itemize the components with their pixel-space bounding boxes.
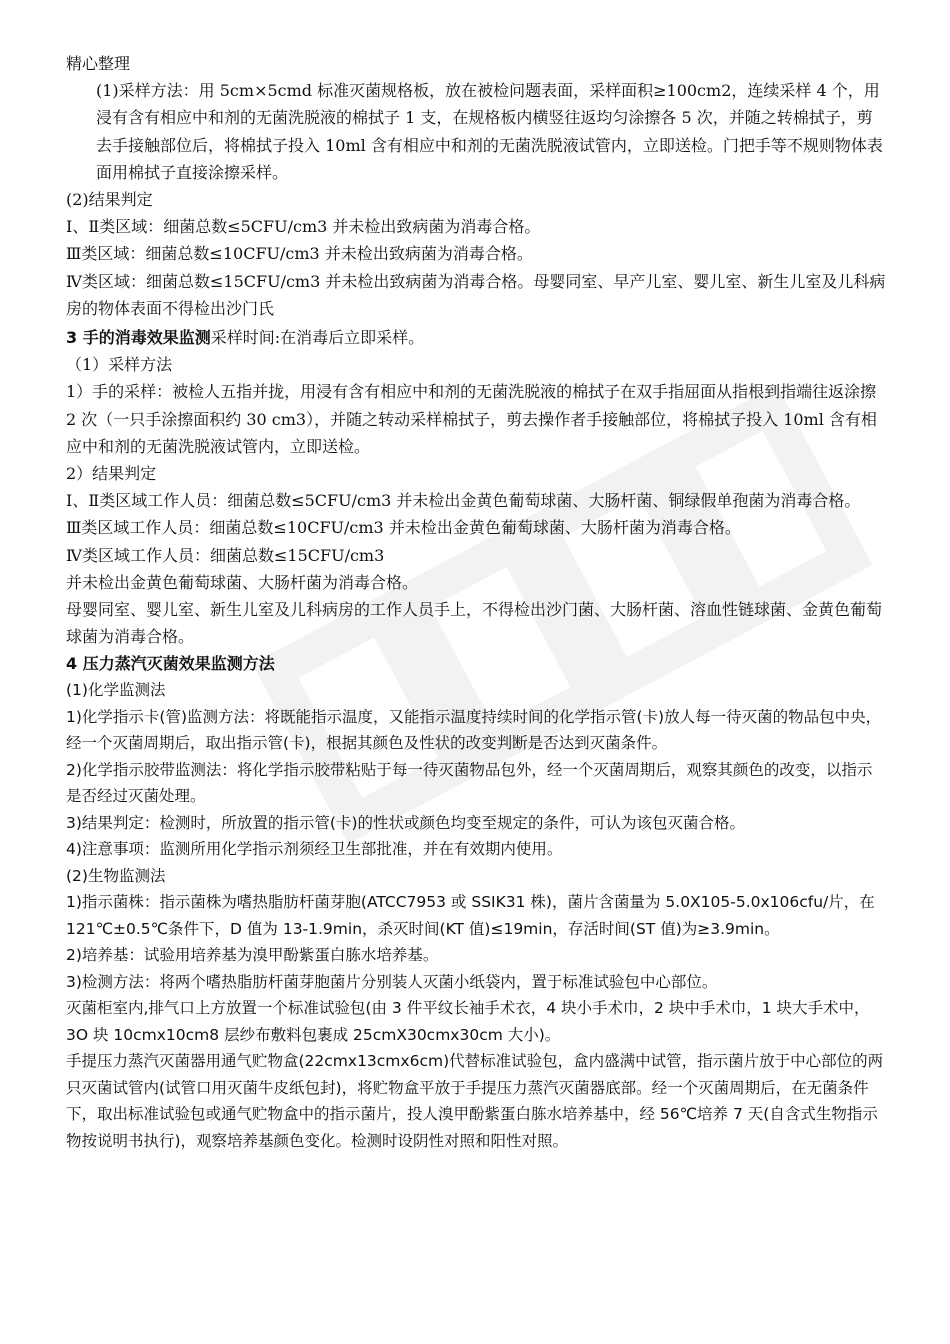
result-zone-3: Ⅲ类区域：细菌总数≤10CFU/cm3 并未检出致病菌为消毒合格。 (66, 244, 533, 264)
hand-section-line (66, 324, 886, 351)
chemical-monitoring-title: (1)化学监测法 (66, 681, 166, 700)
chemical-tape-method: 2)化学指示胶带监测法：将化学指示胶带粘贴于每一待灭菌物品包外，经一个灭菌周期后，观察其颜色的改变，以指示是否经过灭菌处理。 (66, 760, 873, 806)
page-header: 精心整理 (66, 54, 131, 73)
hand-method-title: （1）采样方法 (66, 355, 173, 375)
culture-medium: 2)培养基：试验用培养基为溴甲酚紫蛋白胨水培养基。 (66, 946, 439, 965)
result-title: (2)结果判定 (66, 190, 153, 210)
hand-result-zone-3: Ⅲ类区域工作人员：细菌总数≤10CFU/cm3 并未检出金黄色葡萄球菌、大肠杆菌为消毒合格。 (66, 518, 741, 538)
chemical-card-method: 1)化学指示卡(管)监测方法：将既能指示温度，又能指示温度持续时间的化学指示管(卡)放人每一待灭菌的物品包中央，经一个灭菌周期后，取出指示管(卡)，根据其颜色及性状的改变判断是否达到灭菌条件。 (66, 707, 882, 753)
hand-result-title: 2）结果判定 (66, 464, 157, 484)
document-page (66, 50, 886, 1154)
result-zone-1-2: Ⅰ、Ⅱ类区域：细菌总数≤5CFU/cm3 并未检出致病菌为消毒合格。 (66, 217, 541, 237)
test-method: 3)检测方法：将两个嗜热脂肪杆菌芽胞菌片分别装人灭菌小纸袋内，置于标准试验包中心部位。 (66, 972, 718, 991)
indicator-strain: 1)指示菌株：指示菌株为嗜热脂肪杆菌芽胞(ATCC7953 或 SSIK31 株)，菌片含菌量为 5.0X105-5.0x106cfu/片，在 121℃±0.5℃条件下，D 值为 13-1.9min，杀灭时间(KT 值)≤19min，存活时间(ST 值)为≥3.9min。 (66, 893, 875, 938)
biological-monitoring-title: (2)生物监测法 (66, 866, 166, 885)
hand-result-special: 母婴同室、婴儿室、新生儿室及儿科病房的工作人员手上，不得检出沙门菌、大肠杆菌、溶血性链球菌、金黄色葡萄球菌为消毒合格。 (66, 600, 883, 647)
sterilization-section-heading: 4 压力蒸汽灭菌效果监测方法 (66, 654, 275, 674)
hand-sampling-time: 采样时间:在消毒后立即采样。 (210, 328, 425, 348)
hand-sampling-paragraph: 1）手的采样：被检人五指并拢，用浸有含有相应中和剂的无菌洗脱液的棉拭子在双手指屈面从指根到指端往返涂擦 2 次（一只手涂擦面积约 30 cm3），并随之转动采样棉拭子，剪去操作者手接触部位，将棉拭子投入 10ml 含有相应中和剂的无菌洗脱液试管内，立即送检。 (66, 382, 877, 456)
standard-test-pack: 灭菌柜室内,排气口上方放置一个标准试验包(由 3 件平纹长袖手术衣，4 块小手术巾，2 块中手术巾，1 块大手术中，3O 块 10cmx10cm8 层纱布敷料包裹成 25cmX30cmx30cm 大小)。 (66, 999, 870, 1044)
chemical-result: 3)结果判定：检测时，所放置的指示管(卡)的性状或颜色均变至规定的条件，可认为该包灭菌合格。 (66, 813, 746, 832)
portable-sterilizer-method: 手提压力蒸汽灭菌器用通气贮物盒(22cmx13cmx6cm)代替标准试验包，盒内盛满中试管，指示菌片放于中心部位的两只灭菌试管内(试管口用灭菌牛皮纸包封)，将贮物盒平放于手提压力蒸汽灭菌器底部。经一个灭菌周期后，在无菌条件下，取出标准试验包或通气贮物盒中的指示菌片，投人溴甲酚紫蛋白胨水培养基中，经 56℃培养 7 天(自含式生物指示物按说明书执行)，观察培养基颜色变化。检测时设阴性对照和阳性对照。 (66, 1052, 884, 1150)
hand-result-zone-1-2: Ⅰ、Ⅱ类区域工作人员：细菌总数≤5CFU/cm3 并未检出金黄色葡萄球菌、大肠杆菌、铜绿假单孢菌为消毒合格。 (66, 491, 861, 511)
result-zone-4: Ⅳ类区域：细菌总数≤15CFU/cm3 并未检出致病菌为消毒合格。母婴同室、早产儿室、婴儿室、新生儿室及儿科病房的物体表面不得检出沙门氏 (66, 271, 886, 318)
hand-result-zone-4-cont: 并未检出金黄色葡萄球菌、大肠杆菌为消毒合格。 (66, 572, 419, 592)
chemical-notes: 4)注意事项：监测所用化学指示剂须经卫生部批准，并在有效期内使用。 (66, 840, 563, 859)
sampling-method-paragraph: (1)采样方法：用 5cm×5cmd 标准灭菌规格板，放在被检问题表面，采样面积≥100cm2，连续采样 4 个，用浸有含有相应中和剂的无菌洗脱液的棉拭子 1 支，在规格板内横竖往返均匀涂擦各 5 次，并随之转棉拭子，剪去手接触部位后，将棉拭子投入 10ml 含有相应中和剂的无菌洗脱液试管内，立即送检。门把手等不规则物体表面用棉拭子直接涂擦采样。 (96, 81, 883, 182)
hand-section-heading: 3 手的消毒效果监测 (66, 328, 211, 348)
hand-result-zone-4: Ⅳ类区域工作人员：细菌总数≤15CFU/cm3 (66, 545, 385, 565)
